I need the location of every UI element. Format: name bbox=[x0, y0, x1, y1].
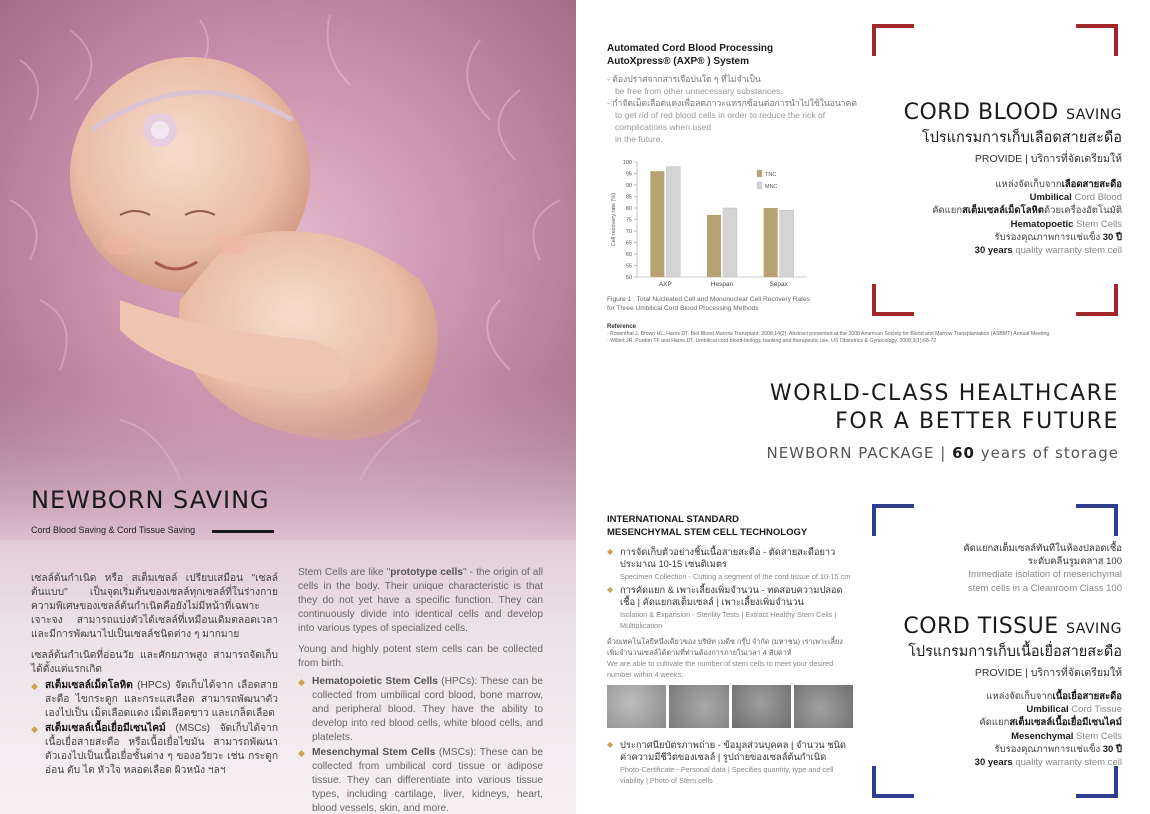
cb-warranty-en-line: 30 years quality warranty stem cell bbox=[974, 245, 1122, 257]
reference-line: - Rosenthal J, Brown HL, Harris DT. Biol Blood Marrow Transplant. 2008;14(2). Abstract presented at the 2008 American Society for Blood and Marrow Transplantation (ASBMT) Annual Meeting. bbox=[607, 331, 1051, 337]
micrograph-image bbox=[732, 685, 791, 728]
reference-line: - Willert JR, Purdon TF and Harris DT. Umbilical cord blood-biology, banking and therapeutic use. US Obstetrics & Gynecology. 2008;3(1):68-72 bbox=[607, 338, 937, 344]
world-class-heading: WORLD-CLASS HEALTHCARE bbox=[769, 381, 1119, 406]
chart-bar bbox=[650, 171, 664, 277]
micrograph-strip bbox=[607, 685, 853, 728]
ct-isolation-en-line: Mesenchymal Stem Cells bbox=[1011, 730, 1122, 742]
list-item: ◆ Mesenchymal Stem Cells (MSCs): These can be collected from umbilical cord tissue or adipose tissue. They can differentiate into various tissue types, including cartilage, liver, kidneys, heart, blood vessels, skin, and more. bbox=[298, 746, 543, 814]
list-item: - กำจัดเม็ดเลือดแดงเพื่อลดภาวะแทรกซ้อนต่อการนำไปใช้ในอนาคต bbox=[607, 98, 857, 108]
thai-bullet-list bbox=[31, 679, 278, 778]
cb-source-line: แหล่งจัดเก็บจากเลือดสายสะดือ bbox=[995, 179, 1122, 190]
reference-title: Reference bbox=[607, 324, 637, 330]
y-axis-label: Cell recovery rate (%) bbox=[611, 192, 617, 247]
cleanroom-en-line: stem cells in a Cleanroom Class 100 bbox=[967, 582, 1122, 594]
ct-isolation-line: คัดแยกสเต็มเซลล์เนื้อเยื่อมีเซนไคม์ bbox=[979, 717, 1122, 729]
cord-tissue-title: CORD TISSUE SAVING bbox=[903, 614, 1122, 639]
chart-bar bbox=[723, 208, 737, 277]
list-item: ◆ การคัดแยก & เพาะเลี้ยงเพิ่มจำนวน - ทดสอบความปลอดเชื้อ | คัดแยกสเต็มเซลล์ | เพาะเลี้ยงเพิ่มจำนวน Isolation & Expansion - Sterility Tests | Extract Healthy Stem Cells | Multiplication bbox=[607, 584, 853, 631]
cultivation-paragraph: ด้วยเทคโนโลยีหนึ่งเดียวของ บริษัท เมดีซ กรุ๊ป จำกัด (มหาชน) เราเพาะเลี้ยงเพิ่มจำนวนเซลล์ได้ตามที่ท่านต้องการภายในเวลา 4 สัปดาห์ We are able to cultivate the number of stem cells to meet your desired number within 4 weeks. bbox=[607, 637, 843, 679]
english-bullet-list bbox=[298, 675, 543, 814]
cb-source-en-line: Umbilical Cord Blood bbox=[1029, 192, 1122, 204]
english-intro-paragraph: Stem Cells are like "prototype cells" - the origin of all cells in the body. Their unique characteristic is that they do not yet have a specific function. They can continuously divide into identical cells and develop into various types of specialized cells. bbox=[298, 567, 543, 634]
y-tick-label: 65 bbox=[625, 240, 632, 247]
msc-process-list bbox=[607, 546, 853, 633]
chart-bar bbox=[707, 215, 721, 277]
x-tick-label: Sepax bbox=[769, 281, 788, 288]
cleanroom-th-line: คัดแยกสเต็มเซลล์ทันทีในห้องปลอดเชื้อ bbox=[963, 543, 1122, 554]
cleanroom-th-line: ระดับคลีนรูมคลาส 100 bbox=[1027, 556, 1122, 568]
left-english-column bbox=[298, 566, 543, 814]
newborn-saving-title: NEWBORN SAVING bbox=[31, 486, 270, 514]
axp-title: Automated Cord Blood Processing AutoXpress® (AXP® ) System bbox=[607, 43, 774, 67]
list-item: ◆ Hematopoietic Stem Cells (HPCs): These can be collected from umbilical cord blood, bone marrow, and peripheral blood. They have the ability to develop into red blood cells, white blood cells, and platelets. bbox=[298, 675, 543, 745]
cleanroom-note bbox=[963, 542, 1122, 595]
list-item-en: in the future. bbox=[615, 134, 663, 144]
cord-blood-thai-title: โปรแกรมการเก็บเลือดสายสะดือ bbox=[921, 130, 1122, 146]
y-tick-label: 50 bbox=[625, 275, 632, 281]
english-second-paragraph: Young and highly potent stem cells can be collected from birth. bbox=[298, 644, 543, 669]
ct-warranty-en-line: 30 years quality warranty stem cell bbox=[974, 757, 1122, 769]
legend-label: TNC bbox=[765, 172, 777, 178]
chart-bar bbox=[780, 210, 794, 277]
micrograph-image bbox=[794, 685, 853, 728]
photo-certificate-note bbox=[607, 739, 853, 786]
x-tick-label: Hespan bbox=[710, 281, 734, 288]
list-item-en: be free from other unnecessary substances. bbox=[615, 86, 783, 96]
newborn-photo bbox=[0, 0, 576, 540]
chart-bar bbox=[764, 208, 778, 277]
chart-bar bbox=[666, 167, 680, 277]
cord-blood-provide: PROVIDE | บริการที่จัดเตรียมให้ bbox=[974, 153, 1122, 165]
title-underline-bar bbox=[212, 530, 274, 533]
axp-list bbox=[607, 73, 859, 145]
cord-blood-bracket-bottom bbox=[872, 282, 1118, 316]
newborn-package-line: NEWBORN PACKAGE | 60 years of storage bbox=[766, 444, 1119, 462]
left-thai-column bbox=[31, 572, 278, 779]
reference-block bbox=[607, 324, 1127, 345]
cleanroom-en-line: Immediate isolation of mesenchymal bbox=[968, 569, 1122, 581]
y-tick-label: 60 bbox=[625, 252, 632, 258]
cb-isolation-line: คัดแยกสเต็มเซลล์เม็ดโลหิตด้วยเครื่องอัตโนมัติ bbox=[932, 205, 1122, 217]
cb-isolation-en-line: Hematopoetic Stem Cells bbox=[1010, 218, 1122, 230]
better-future-heading: FOR A BETTER FUTURE bbox=[835, 409, 1119, 434]
intl-standard-title: INTERNATIONAL STANDARD MESENCHYMAL STEM CELL TECHNOLOGY bbox=[607, 514, 808, 538]
right-page bbox=[576, 0, 1150, 814]
list-item: ◆ สเต็มเซลล์เนื้อเยื่อมีเซนไคม์ (MSCs) จัดเก็บได้จาก เนื้อเยื่อสายสะดือ หรือเนื้อเยื่อไขมัน สามารถพัฒนาตัวเองไปเป็นเนื้อเยื่อชั้นต่าง ๆ ของอวัยวะ เช่น กระดูกอ่อน ตับ ไต หัวใจ หลอดเลือด ผิวหนัง ฯลฯ bbox=[31, 722, 278, 778]
figure-caption: Figure 1 : Total Nucleated Cell and Mononuclear Cell Recovery Rates for Three Umbilical Cord Blood Processing Methods bbox=[607, 296, 810, 312]
thai-intro-paragraph: เซลล์ต้นกำเนิด หรือ สเต็มเซลล์ เปรียบเสมือน "เซลล์ต้นแบบ" เป็นจุดเริ่มต้นของเซลล์ทุกเซลล์ที่ในร่างกาย ความพิเศษของเซลล์ต้นกำเนิดคือยังไม่มีหน้าที่เฉพาะเจาะจง สามารถแบ่งตัวได้เซลล์ที่เหมือนเดิมตลอดเวลาและมีการพัฒนาไปเป็นเซลล์ชนิดต่าง ๆ มากมาย bbox=[31, 573, 278, 640]
y-tick-label: 75 bbox=[625, 217, 632, 224]
y-tick-label: 90 bbox=[625, 183, 632, 189]
micrograph-image bbox=[607, 685, 666, 728]
y-tick-label: 85 bbox=[625, 194, 632, 201]
list-item: ◆ การจัดเก็บตัวอย่างชิ้นเนื้อสายสะดือ - ตัดสายสะดือยาวประมาณ 10-15 เซนติเมตร Specimen Collection - Cutting a segment of the cord tissue of 10-15 cm bbox=[607, 546, 853, 582]
legend-swatch bbox=[757, 170, 762, 177]
y-tick-label: 80 bbox=[625, 206, 632, 212]
legend-swatch bbox=[757, 182, 762, 189]
cell-recovery-chart bbox=[607, 155, 837, 292]
cb-warranty-line: รับรองคุณภาพการแช่แข็ง 30 ปี bbox=[994, 231, 1122, 243]
cord-tissue-bracket-top bbox=[872, 504, 1118, 538]
list-item: ◆ สเต็มเซลล์เม็ดโลหิต (HPCs) จัดเก็บได้จาก เลือดสายสะดือ ไขกระดูก และกระแสเลือด สามารถพัฒนาตัวเองไปเป็น เม็ดเลือดแดง เม็ดเลือดขาว และเกล็ดเลือด bbox=[31, 679, 278, 721]
y-tick-label: 55 bbox=[625, 263, 632, 270]
cord-tissue-thai-title: โปรแกรมการเก็บเนื้อเยื่อสายสะดือ bbox=[908, 644, 1122, 660]
list-item: - ต้องปราศจากสารเจือปนใด ๆ ที่ไม่จำเป็น bbox=[607, 74, 761, 84]
micrograph-image bbox=[669, 685, 728, 728]
cord-blood-bracket-top bbox=[872, 24, 1118, 58]
ct-source-line: แหล่งจัดเก็บจากเนื้อเยื่อสายสะดือ bbox=[986, 691, 1122, 702]
newborn-saving-subtitle: Cord Blood Saving & Cord Tissue Saving bbox=[31, 525, 196, 535]
ct-warranty-line: รับรองคุณภาพการแช่แข็ง 30 ปี bbox=[994, 743, 1122, 755]
ct-source-en-line: Umbilical Cord Tissue bbox=[1026, 704, 1122, 716]
x-tick-label: AXP bbox=[658, 281, 672, 288]
cord-blood-box bbox=[904, 100, 1122, 257]
y-tick-label: 70 bbox=[625, 229, 632, 235]
cord-tissue-provide: PROVIDE | บริการที่จัดเตรียมให้ bbox=[974, 667, 1122, 679]
list-item: ◆ ประกาศนียบัตรภาพถ่าย - ข้อมูลส่วนบุคคล | จำนวน ชนิด ค่าความมีชีวิตของเซลล์ | รูปถ่ายของเซลล์ต้นกำเนิด Photo-Certificate - Personal data | Specifies quantity, type and cell viability | Photo of Stem cells bbox=[607, 739, 853, 786]
cord-tissue-box bbox=[903, 614, 1122, 769]
list-item-en: to get rid of red blood cells in order to reduce the rick of complications when used bbox=[615, 110, 826, 132]
cord-blood-title: CORD BLOOD SAVING bbox=[903, 100, 1122, 125]
y-tick-label: 100 bbox=[622, 160, 632, 166]
thai-second-paragraph: เซลล์ต้นกำเนิดที่อ่อนวัย และศักยภาพสูง สามารถจัดเก็บได้ตั้งแต่แรกเกิด bbox=[31, 650, 278, 675]
legend-label: MNC bbox=[765, 184, 778, 190]
y-tick-label: 95 bbox=[625, 171, 632, 178]
